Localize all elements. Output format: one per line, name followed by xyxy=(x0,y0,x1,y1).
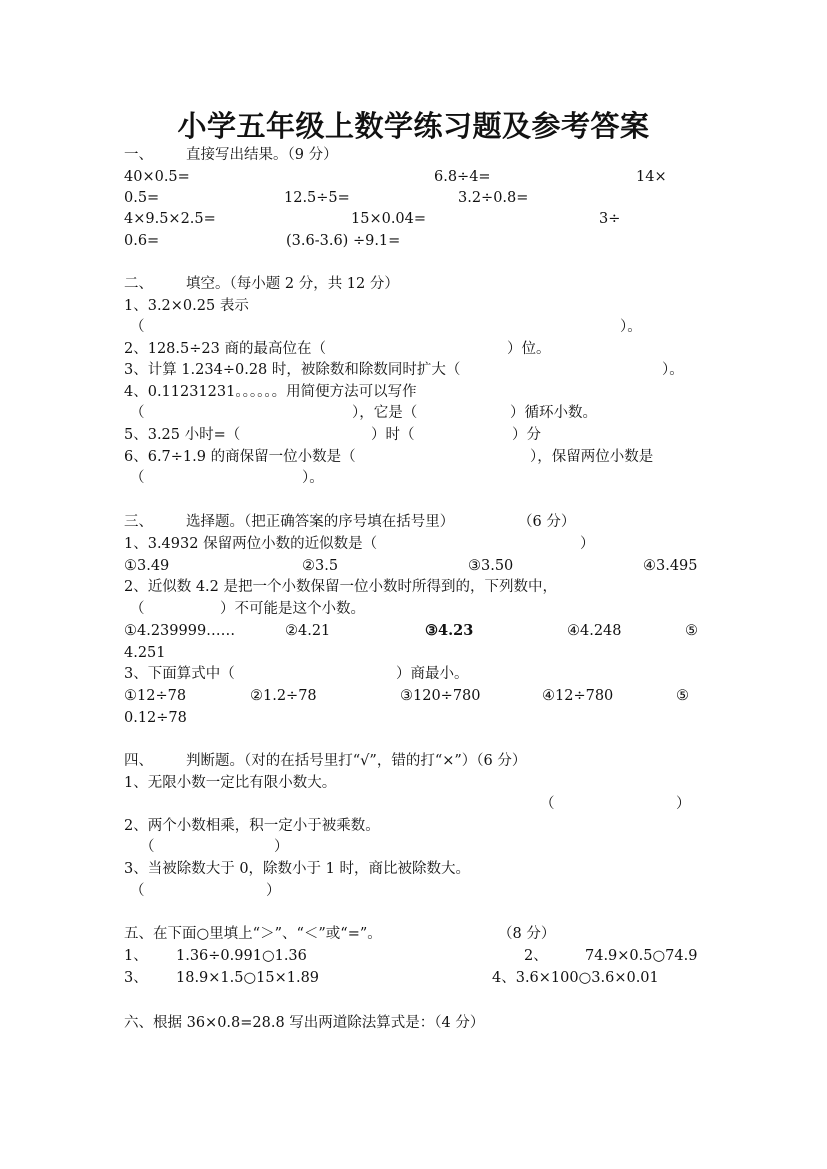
s3-question-3-end: ）商最小。 xyxy=(396,666,469,682)
section-2-heading: 填空。（每小题 2 分，共 12 分） xyxy=(186,276,399,292)
answer-blank-close: ） xyxy=(274,839,289,855)
section-2-number: 二、 xyxy=(124,276,153,292)
s5-question-number: 3、 xyxy=(124,970,148,986)
section-5-heading: 五、在下面○里填上“＞”、“＜”或“=”。 xyxy=(124,926,382,942)
section-5-score: （8 分） xyxy=(498,926,556,942)
option: ④12÷780 xyxy=(542,688,614,704)
s2-question-4-end: ）循环小数。 xyxy=(510,405,597,421)
answer-blank-close: ） xyxy=(676,796,691,812)
s4-question-3: 3、当被除数大于 0，除数小于 1 时，商比被除数大。 xyxy=(124,861,471,877)
s1-problem: 12.5÷5= xyxy=(284,190,350,206)
s5-question: 74.9×0.5○74.9 xyxy=(585,948,698,964)
answer-blank-open: （ xyxy=(140,839,155,855)
s2-question-1: 1、3.2×0.25 表示 xyxy=(124,298,249,314)
option: ①4.239999…… xyxy=(124,623,236,639)
s2-question-2-end: ）位。 xyxy=(507,341,551,357)
s2-question-6: 6、6.7÷1.9 的商保留一位小数是（ xyxy=(124,449,356,465)
s4-question-2: 2、两个小数相乘，积一定小于被乘数。 xyxy=(124,818,380,834)
answer-blank-open: （ xyxy=(130,319,145,335)
s1-problem: 0.6= xyxy=(124,233,160,249)
s1-problem: 3.2÷0.8= xyxy=(458,190,529,206)
s1-problem: 0.5= xyxy=(124,190,160,206)
answer-blank-open: （ xyxy=(130,470,145,486)
s2-question-5-mid: ）时（ xyxy=(371,427,415,443)
section-3-score: （6 分） xyxy=(518,514,576,530)
s1-problem: 14× xyxy=(636,169,667,185)
option: ⑤ xyxy=(676,688,689,704)
s2-question-5: 5、3.25 小时=（ xyxy=(124,427,241,443)
s3-question-1: 1、3.4932 保留两位小数的近似数是（ xyxy=(124,536,378,552)
s2-question-4-mid: ），它是（ xyxy=(352,405,418,421)
option: ②4.21 xyxy=(285,623,331,639)
s3-question-2-end: ）不可能是这个小数。 xyxy=(220,601,365,617)
s3-question-1-end: ） xyxy=(580,536,595,552)
s2-question-6-mid: ），保留两位小数是 xyxy=(530,449,654,465)
s1-problem: 3÷ xyxy=(599,211,621,227)
s3-question-3: 3、下面算式中（ xyxy=(124,666,235,682)
answer-blank-open: （ xyxy=(130,405,145,421)
option: ①12÷78 xyxy=(124,688,187,704)
section-3-number: 三、 xyxy=(124,514,153,530)
section-1-number: 一、 xyxy=(124,147,153,163)
s5-question: 18.9×1.5○15×1.89 xyxy=(176,970,320,986)
s2-question-3: 3、计算 1.234÷0.28 时，被除数和除数同时扩大（ xyxy=(124,362,461,378)
option: ④4.248 xyxy=(567,623,622,639)
section-4-heading: 判断题。（对的在括号里打“√”，错的打“×”）（6 分） xyxy=(186,753,527,769)
option: ③4.23 xyxy=(425,622,474,639)
option-cont: 4.251 xyxy=(124,645,166,661)
s1-problem: 15×0.04= xyxy=(351,211,427,227)
option: ⑤ xyxy=(685,623,698,639)
answer-blank-close: ）。 xyxy=(302,470,324,486)
s2-question-3-end: ）。 xyxy=(662,362,684,378)
option: ②1.2÷78 xyxy=(250,688,317,704)
s5-question-number: 1、 xyxy=(124,948,148,964)
section-4-number: 四、 xyxy=(124,753,153,769)
s2-question-2: 2、128.5÷23 商的最高位在（ xyxy=(124,341,326,357)
s1-problem: 4×9.5×2.5= xyxy=(124,211,216,227)
section-1-heading: 直接写出结果。（9 分） xyxy=(186,147,338,163)
s5-question-number: 2、 xyxy=(524,948,548,964)
answer-blank-close: ）。 xyxy=(620,319,642,335)
s3-question-2: 2、近似数 4.2 是把一个小数保留一位小数时所得到的，下列数中， xyxy=(124,579,558,595)
option: ③120÷780 xyxy=(400,688,481,704)
s5-question: 1.36÷0.991○1.36 xyxy=(176,948,307,964)
option: ③3.50 xyxy=(468,558,514,574)
s2-question-4: 4、0.11231231。。。。。。用简便方法可以写作 xyxy=(124,384,417,400)
section-3-heading: 选择题。（把正确答案的序号填在括号里） xyxy=(186,514,455,530)
answer-blank-close: ） xyxy=(266,883,281,899)
option: ②3.5 xyxy=(302,558,339,574)
answer-blank-open: （ xyxy=(130,883,145,899)
section-6-heading: 六、根据 36×0.8=28.8 写出两道除法算式是：（4 分） xyxy=(124,1015,485,1031)
s2-question-5-end: ）分 xyxy=(512,427,541,443)
option-cont: 0.12÷78 xyxy=(124,710,187,726)
answer-blank-open: （ xyxy=(130,601,145,617)
s1-problem: 6.8÷4= xyxy=(434,169,491,185)
s1-problem: 40×0.5= xyxy=(124,169,190,185)
answer-blank-open: （ xyxy=(540,796,555,812)
page-title: 小学五年级上数学练习题及参考答案 xyxy=(177,109,650,143)
option: ④3.495 xyxy=(643,558,698,574)
s5-question: 4、3.6×100○3.6×0.01 xyxy=(492,970,659,986)
s4-question-1: 1、无限小数一定比有限小数大。 xyxy=(124,775,337,791)
option: ①3.49 xyxy=(124,558,170,574)
s1-problem: (3.6-3.6) ÷9.1= xyxy=(286,233,401,249)
